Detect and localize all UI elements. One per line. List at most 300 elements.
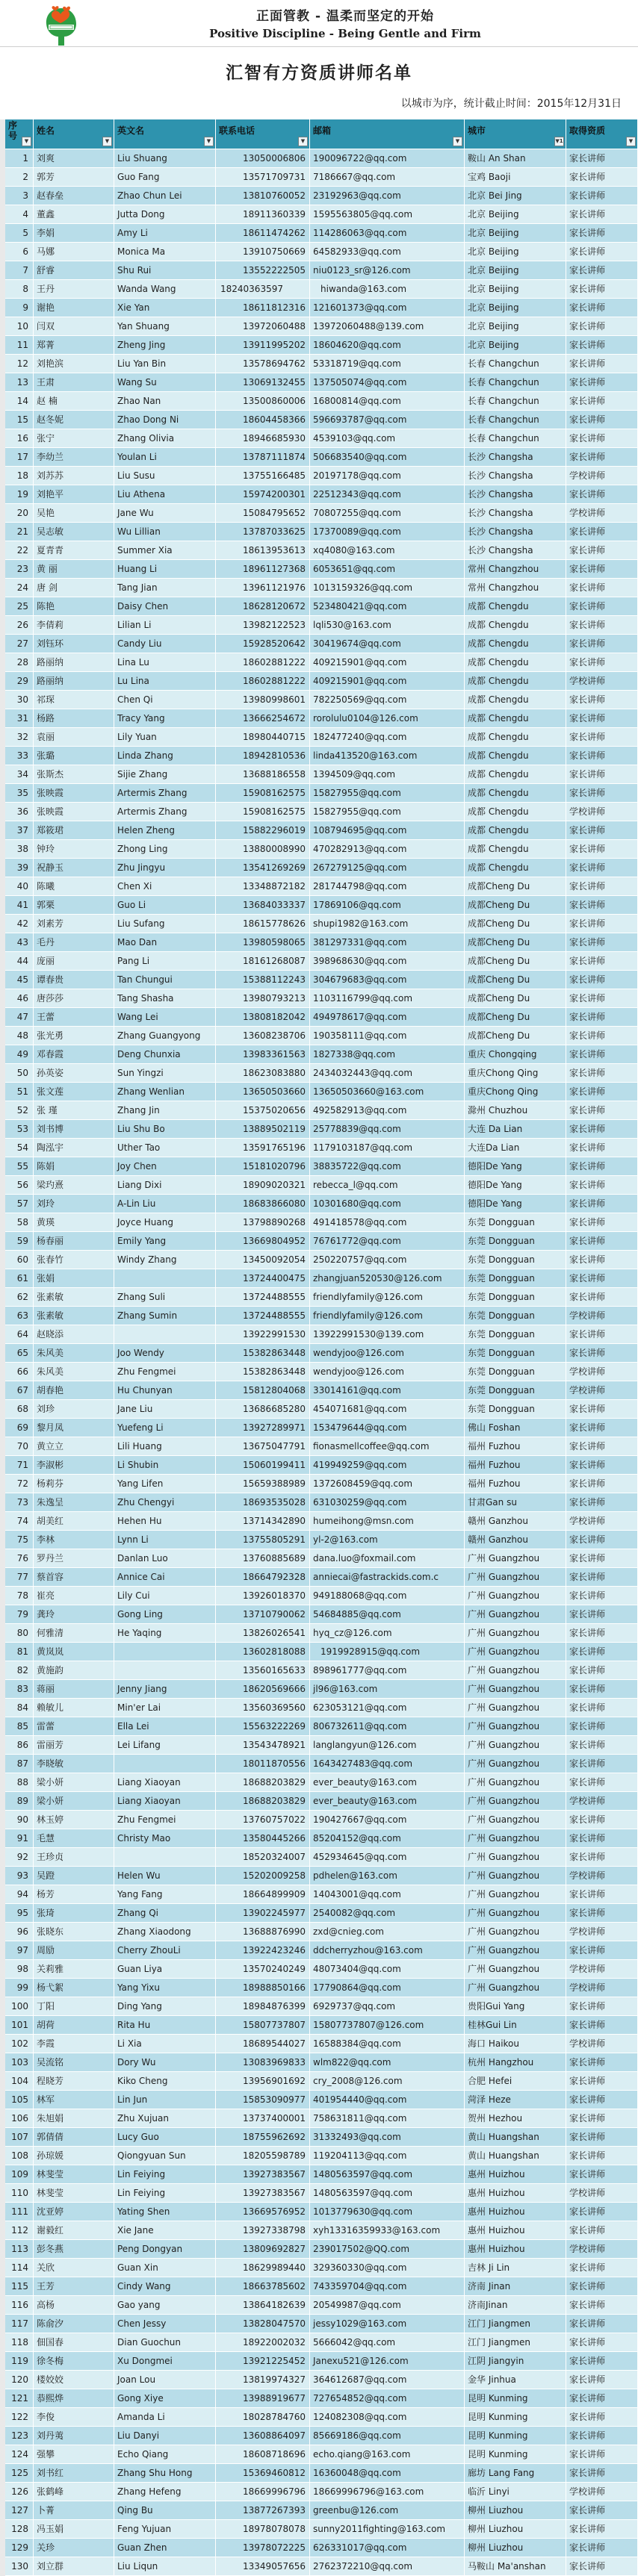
en-cell: Tang Jian: [114, 579, 216, 597]
email-cell: shupi1982@163.com: [310, 915, 465, 933]
qual-cell: 家长讲师: [566, 1083, 638, 1101]
en-cell: Xu Dongmei: [114, 2352, 216, 2371]
table-row: [5, 840, 638, 859]
no-cell: 36: [5, 803, 34, 821]
column-header-city[interactable]: [465, 119, 566, 149]
en-cell: Qiongyuan Sun: [114, 2147, 216, 2165]
no-cell: 59: [5, 1232, 34, 1251]
name-cell: 王芳: [34, 2277, 114, 2296]
en-cell: Liu Yan Bin: [114, 355, 216, 373]
name-cell: 王肃: [34, 373, 114, 392]
city-cell: 成都 Chengdu: [465, 672, 566, 691]
email-cell: 758631811@qq.com: [310, 2109, 465, 2128]
city-cell: 东莞 Dongguan: [465, 1325, 566, 1344]
qual-cell: 家长讲师: [566, 1848, 638, 1867]
no-cell: 23: [5, 560, 34, 579]
no-cell: 3: [5, 187, 34, 205]
filter-button-phone[interactable]: ▼: [298, 137, 308, 146]
en-cell: Deng Chunxia: [114, 1045, 216, 1064]
name-cell: 楼姣姣: [34, 2371, 114, 2389]
en-cell: Uther Tao: [114, 1139, 216, 1157]
no-cell: 6: [5, 243, 34, 261]
table-row: [5, 728, 638, 747]
qual-cell: 家长讲师: [566, 1195, 638, 1213]
city-cell: 大连Da Lian: [465, 1139, 566, 1157]
no-cell: 93: [5, 1867, 34, 1885]
filter-button-en[interactable]: ▼: [204, 137, 214, 146]
name-cell: 舒睿: [34, 261, 114, 280]
name-cell: 张鹤峰: [34, 2483, 114, 2501]
no-cell: 51: [5, 1083, 34, 1101]
table-row: [5, 205, 638, 224]
no-cell: 87: [5, 1755, 34, 1773]
email-cell: 623053121@qq.com: [310, 1699, 465, 1717]
column-header-name[interactable]: [34, 119, 114, 149]
qual-cell: 家长讲师: [566, 691, 638, 709]
table-row: [5, 1288, 638, 1307]
city-cell: 福州 Fuzhou: [465, 1475, 566, 1493]
no-cell: 25: [5, 597, 34, 616]
name-cell: 刘艳滨: [34, 355, 114, 373]
name-cell: 吴志敏: [34, 523, 114, 541]
en-cell: Danlan Luo: [114, 1549, 216, 1568]
en-cell: Zhao Nan: [114, 392, 216, 411]
qual-cell: 家长讲师: [566, 168, 638, 187]
qual-cell: 学校讲师: [566, 1979, 638, 1997]
no-cell: 75: [5, 1531, 34, 1549]
city-cell: 东莞 Dongguan: [465, 1251, 566, 1269]
en-cell: Zhang Jin: [114, 1101, 216, 1120]
no-cell: 122: [5, 2408, 34, 2427]
qual-cell: 学校讲师: [566, 1923, 638, 1941]
en-cell: Zhu Xujuan: [114, 2109, 216, 2128]
phone-cell: 13552222505: [216, 261, 310, 280]
city-cell: 成都Cheng Du: [465, 989, 566, 1008]
qual-cell: 家长讲师: [566, 747, 638, 765]
email-cell: sunny2011fighting@163.com: [310, 2520, 465, 2539]
no-cell: 128: [5, 2520, 34, 2539]
email-cell: 1480563597@qq.com: [310, 2165, 465, 2184]
qual-cell: 家长讲师: [566, 1437, 638, 1456]
no-cell: 16: [5, 429, 34, 448]
no-cell: 76: [5, 1549, 34, 1568]
qual-cell: 家长讲师: [566, 1419, 638, 1437]
city-cell: 广州 Guangzhou: [465, 1624, 566, 1643]
city-cell: 福州 Fuzhou: [465, 1456, 566, 1475]
en-cell: Lin Feiying: [114, 2184, 216, 2203]
phone-cell: 13810760052: [216, 187, 310, 205]
table-row: [5, 1083, 638, 1101]
no-cell: 46: [5, 989, 34, 1008]
en-cell: Guan Xin: [114, 2259, 216, 2277]
name-cell: 毛丹: [34, 933, 114, 952]
qual-cell: 家长讲师: [566, 1120, 638, 1139]
en-cell: Summer Xia: [114, 541, 216, 560]
qual-cell: 家长讲师: [566, 1176, 638, 1195]
city-cell: 成都 Chengdu: [465, 765, 566, 784]
en-cell: Joyce Huang: [114, 1213, 216, 1232]
name-cell: 庞丽: [34, 952, 114, 971]
city-cell: 贺州 Hezhou: [465, 2109, 566, 2128]
qual-cell: 家长讲师: [566, 541, 638, 560]
phone-cell: 15908162575: [216, 803, 310, 821]
filter-button-name[interactable]: ▼: [102, 137, 112, 146]
table-row: [5, 2389, 638, 2408]
en-cell: Artermis Zhang: [114, 784, 216, 803]
no-cell: 64: [5, 1325, 34, 1344]
phone-cell: 18608718696: [216, 2445, 310, 2464]
column-header-qual[interactable]: [566, 119, 638, 149]
email-cell: Janexu521@126.com: [310, 2352, 465, 2371]
qual-cell: 家长讲师: [566, 2539, 638, 2557]
qual-cell: 家长讲师: [566, 1755, 638, 1773]
phone-cell: 18615778626: [216, 915, 310, 933]
no-cell: 101: [5, 2016, 34, 2035]
table-row: [5, 989, 638, 1008]
en-cell: Sun Yingzi: [114, 1064, 216, 1083]
no-cell: 12: [5, 355, 34, 373]
no-cell: 73: [5, 1493, 34, 1512]
no-cell: 10: [5, 317, 34, 336]
en-cell: Feng Yujuan: [114, 2520, 216, 2539]
email-cell: 85204152@qq.com: [310, 1829, 465, 1848]
column-header-en[interactable]: [114, 119, 216, 149]
name-cell: 蔡首容: [34, 1568, 114, 1587]
phone-cell: 13560369560: [216, 1699, 310, 1717]
city-cell: 长春 Changchun: [465, 411, 566, 429]
city-cell: 北京 Beijing: [465, 317, 566, 336]
table-row: [5, 2296, 638, 2315]
no-cell: 60: [5, 1251, 34, 1269]
city-cell: 北京 Beijing: [465, 299, 566, 317]
en-cell: Kiko Cheng: [114, 2072, 216, 2091]
phone-cell: 13669804952: [216, 1232, 310, 1251]
no-cell: 81: [5, 1643, 34, 1661]
no-cell: 54: [5, 1139, 34, 1157]
name-cell: 路丽纳: [34, 672, 114, 691]
en-cell: He Yaqing: [114, 1624, 216, 1643]
name-cell: 谭春贵: [34, 971, 114, 989]
qual-cell: 家长讲师: [566, 1027, 638, 1045]
no-cell: 11: [5, 336, 34, 355]
city-cell: 成都 Chengdu: [465, 747, 566, 765]
qual-cell: 家长讲师: [566, 1773, 638, 1792]
city-cell: 广州 Guangzhou: [465, 1792, 566, 1811]
filter-button-qual[interactable]: ▼: [626, 137, 636, 146]
qual-cell: 学校讲师: [566, 2483, 638, 2501]
en-cell: Zhang Suli: [114, 1288, 216, 1307]
city-cell: 广州 Guangzhou: [465, 1867, 566, 1885]
email-cell: 626331017@qq.com: [310, 2539, 465, 2557]
phone-cell: 13864182639: [216, 2296, 310, 2315]
qual-cell: 家长讲师: [566, 1493, 638, 1512]
email-cell: 22512343@qq.com: [310, 485, 465, 504]
name-cell: 谢毅红: [34, 2221, 114, 2240]
email-cell: 15807737807@126.com: [310, 2016, 465, 2035]
phone-cell: 13578694762: [216, 355, 310, 373]
en-cell: A-Lin Liu: [114, 1195, 216, 1213]
qual-cell: 家长讲师: [566, 2389, 638, 2408]
qual-cell: 家长讲师: [566, 355, 638, 373]
en-cell: Joy Chen: [114, 1157, 216, 1176]
city-cell: 长沙 Changsha: [465, 485, 566, 504]
name-cell: 郑筱珺: [34, 821, 114, 840]
phone-cell: 18688203829: [216, 1792, 310, 1811]
table-row: [5, 2128, 638, 2147]
table-row: [5, 579, 638, 597]
table-row: [5, 1101, 638, 1120]
phone-cell: 13980598065: [216, 933, 310, 952]
table-row: [5, 1979, 638, 1997]
email-cell: 1827338@qq.com: [310, 1045, 465, 1064]
phone-cell: 15853090977: [216, 2091, 310, 2109]
city-cell: 菏泽 Heze: [465, 2091, 566, 2109]
qual-cell: 家长讲师: [566, 784, 638, 803]
table-row: [5, 2539, 638, 2557]
en-cell: Echo Qiang: [114, 2445, 216, 2464]
city-cell: 重庆Chong Qing: [465, 1064, 566, 1083]
qual-cell: 家长讲师: [566, 1717, 638, 1736]
qual-cell: 家长讲师: [566, 1568, 638, 1587]
name-cell: 朱旭娟: [34, 2109, 114, 2128]
phone-cell: 13560165633: [216, 1661, 310, 1680]
name-cell: 李娟: [34, 224, 114, 243]
phone-cell: 18669996796: [216, 2483, 310, 2501]
no-cell: 56: [5, 1176, 34, 1195]
column-header-phone[interactable]: [216, 119, 310, 149]
phone-cell: 18611812316: [216, 299, 310, 317]
city-cell: 北京 Beijing: [465, 243, 566, 261]
no-cell: 125: [5, 2464, 34, 2483]
en-cell: Liu Shu Bo: [114, 1120, 216, 1139]
qual-cell: 家长讲师: [566, 1549, 638, 1568]
email-cell: friendlyfamily@126.com: [310, 1288, 465, 1307]
no-cell: 49: [5, 1045, 34, 1064]
filter-button-email[interactable]: ▼: [453, 137, 462, 146]
en-cell: Zhang Olivia: [114, 429, 216, 448]
city-cell: 德阳De Yang: [465, 1157, 566, 1176]
no-cell: 104: [5, 2072, 34, 2091]
email-cell: yl-2@163.com: [310, 1531, 465, 1549]
no-cell: 58: [5, 1213, 34, 1232]
email-cell: 452934645@qq.com: [310, 1848, 465, 1867]
city-cell: 成都Cheng Du: [465, 1027, 566, 1045]
no-cell: 42: [5, 915, 34, 933]
city-cell: 桂林Gui Lin: [465, 2016, 566, 2035]
name-cell: 李淑彬: [34, 1456, 114, 1475]
name-cell: 赵晓添: [34, 1325, 114, 1344]
city-cell: 广州 Guangzhou: [465, 1549, 566, 1568]
filter-button-city[interactable]: ▼1: [554, 137, 564, 146]
phone-cell: 13571709731: [216, 168, 310, 187]
city-cell: 成都Cheng Du: [465, 877, 566, 896]
phone-cell: 13710790062: [216, 1605, 310, 1624]
qual-cell: 家长讲师: [566, 2109, 638, 2128]
phone-cell: 13500860006: [216, 392, 310, 411]
column-label-en: 英文名: [117, 125, 145, 136]
table-row: [5, 672, 638, 691]
table-row: [5, 541, 638, 560]
en-cell: Yating Shen: [114, 2203, 216, 2221]
phone-cell: 18693535028: [216, 1493, 310, 1512]
email-cell: 239017502@QQ.com: [310, 2240, 465, 2259]
name-cell: 王蕾: [34, 1008, 114, 1027]
en-cell: Lily Yuan: [114, 728, 216, 747]
email-cell: 121601373@qq.com: [310, 299, 465, 317]
email-cell: 124082308@qq.com: [310, 2408, 465, 2427]
no-cell: 2: [5, 168, 34, 187]
column-header-email[interactable]: [310, 119, 465, 149]
name-cell: 林玉婷: [34, 1811, 114, 1829]
city-cell: 成都 Chengdu: [465, 821, 566, 840]
email-cell: 250220757@qq.com: [310, 1251, 465, 1269]
filter-button-no[interactable]: ▼: [22, 137, 31, 146]
en-cell: Gong Ling: [114, 1605, 216, 1624]
email-cell: 190358111@qq.com: [310, 1027, 465, 1045]
table-row: [5, 2165, 638, 2184]
no-cell: 80: [5, 1624, 34, 1643]
email-cell: 16588384@qq.com: [310, 2035, 465, 2053]
city-cell: 昆明 Kunming: [465, 2408, 566, 2427]
qual-cell: 家长讲师: [566, 1997, 638, 2016]
city-cell: 昆明 Kunming: [465, 2427, 566, 2445]
name-cell: 张璐: [34, 747, 114, 765]
name-cell: 张素敏: [34, 1288, 114, 1307]
city-cell: 广州 Guangzhou: [465, 1605, 566, 1624]
city-cell: 广州 Guangzhou: [465, 1643, 566, 1661]
phone-cell: 13760757022: [216, 1811, 310, 1829]
en-cell: Zhang Wenlian: [114, 1083, 216, 1101]
qual-cell: 家长讲师: [566, 243, 638, 261]
en-cell: Zhu Fengmei: [114, 1363, 216, 1381]
name-cell: 蒋丽: [34, 1680, 114, 1699]
email-cell: 20197178@qq.com: [310, 467, 465, 485]
email-cell: 727654852@qq.com: [310, 2389, 465, 2408]
en-cell: Zhang Qi: [114, 1904, 216, 1923]
city-cell: 东莞 Dongguan: [465, 1400, 566, 1419]
phone-cell: 13880008990: [216, 840, 310, 859]
phone-cell: 18984876399: [216, 1997, 310, 2016]
no-cell: 79: [5, 1605, 34, 1624]
no-cell: 113: [5, 2240, 34, 2259]
en-cell: Jutta Dong: [114, 205, 216, 224]
no-cell: 105: [5, 2091, 34, 2109]
email-cell: 114286063@qq.com: [310, 224, 465, 243]
banner-taglines: [0, 0, 638, 40]
en-cell: Chen Xi: [114, 877, 216, 896]
qual-cell: 家长讲师: [566, 2091, 638, 2109]
en-cell: Hu Chunyan: [114, 1381, 216, 1400]
no-cell: 20: [5, 504, 34, 523]
name-cell: 黄瑛: [34, 1213, 114, 1232]
qual-cell: 家长讲师: [566, 896, 638, 915]
phone-cell: 18604458366: [216, 411, 310, 429]
en-cell: Emily Yang: [114, 1232, 216, 1251]
qual-cell: 家长讲师: [566, 821, 638, 840]
en-cell: Lina Lu: [114, 653, 216, 672]
city-cell: 广州 Guangzhou: [465, 1736, 566, 1755]
qual-cell: 家长讲师: [566, 2501, 638, 2520]
en-cell: Dory Wu: [114, 2053, 216, 2072]
email-cell: 470282913@qq.com: [310, 840, 465, 859]
en-cell: Zhang Guangyong: [114, 1027, 216, 1045]
qual-cell: 家长讲师: [566, 1699, 638, 1717]
qual-cell: 家长讲师: [566, 205, 638, 224]
qual-cell: 学校讲师: [566, 1307, 638, 1325]
no-cell: 111: [5, 2203, 34, 2221]
qual-cell: 家长讲师: [566, 429, 638, 448]
phone-cell: 13922423246: [216, 1941, 310, 1960]
column-header-no[interactable]: [5, 119, 34, 149]
phone-cell: 15563222269: [216, 1717, 310, 1736]
name-cell: 张宁: [34, 429, 114, 448]
city-cell: 成都 Chengdu: [465, 653, 566, 672]
email-cell: zxd@cnieg.com: [310, 1923, 465, 1941]
city-cell: 成都Cheng Du: [465, 952, 566, 971]
email-cell: 18604620@qq.com: [310, 336, 465, 355]
city-cell: 广州 Guangzhou: [465, 1773, 566, 1792]
no-cell: 67: [5, 1381, 34, 1400]
phone-cell: 13828047570: [216, 2315, 310, 2333]
en-cell: Gao yang: [114, 2296, 216, 2315]
no-cell: 106: [5, 2109, 34, 2128]
city-cell: 成都Cheng Du: [465, 1008, 566, 1027]
email-cell: 48073404@qq.com: [310, 1960, 465, 1979]
en-cell: Sijie Zhang: [114, 765, 216, 784]
no-cell: 72: [5, 1475, 34, 1493]
phone-cell: 18988850166: [216, 1979, 310, 1997]
no-cell: 114: [5, 2259, 34, 2277]
email-cell: 53318719@qq.com: [310, 355, 465, 373]
name-cell: 张娟: [34, 1269, 114, 1288]
name-cell: 李倩莉: [34, 616, 114, 635]
city-cell: 北京 Beijing: [465, 280, 566, 299]
qual-cell: 家长讲师: [566, 1213, 638, 1232]
name-cell: 赵 楠: [34, 392, 114, 411]
qual-cell: 家长讲师: [566, 2203, 638, 2221]
qual-cell: 家长讲师: [566, 709, 638, 728]
phone-cell: 15084795652: [216, 504, 310, 523]
city-cell: 广州 Guangzhou: [465, 1755, 566, 1773]
city-cell: 北京 Bei Jing: [465, 187, 566, 205]
phone-cell: 15382863448: [216, 1344, 310, 1363]
table-row: [5, 2445, 638, 2464]
city-cell: 成都 Chengdu: [465, 840, 566, 859]
email-cell: wendyjoo@126.com: [310, 1344, 465, 1363]
email-cell: niu0123_sr@126.com: [310, 261, 465, 280]
city-cell: 甘肃Gan su: [465, 1493, 566, 1512]
qual-cell: 家长讲师: [566, 1904, 638, 1923]
no-cell: 68: [5, 1400, 34, 1419]
no-cell: 30: [5, 691, 34, 709]
en-cell: Guo Li: [114, 896, 216, 915]
en-cell: Huang Li: [114, 560, 216, 579]
phone-cell: 18909020321: [216, 1176, 310, 1195]
qual-cell: 学校讲师: [566, 1512, 638, 1531]
city-cell: 成都 Chengdu: [465, 709, 566, 728]
name-cell: 李霞: [34, 2035, 114, 2053]
email-cell: 17869106@qq.com: [310, 896, 465, 915]
qual-cell: 家长讲师: [566, 448, 638, 467]
qual-cell: 家长讲师: [566, 2352, 638, 2371]
table-row: [5, 1512, 638, 1531]
table-row: [5, 2464, 638, 2483]
table-row: [5, 765, 638, 784]
en-cell: Yan Shuang: [114, 317, 216, 336]
phone-cell: 13570240249: [216, 1960, 310, 1979]
city-cell: 长春 Changchun: [465, 355, 566, 373]
table-row: [5, 1269, 638, 1288]
